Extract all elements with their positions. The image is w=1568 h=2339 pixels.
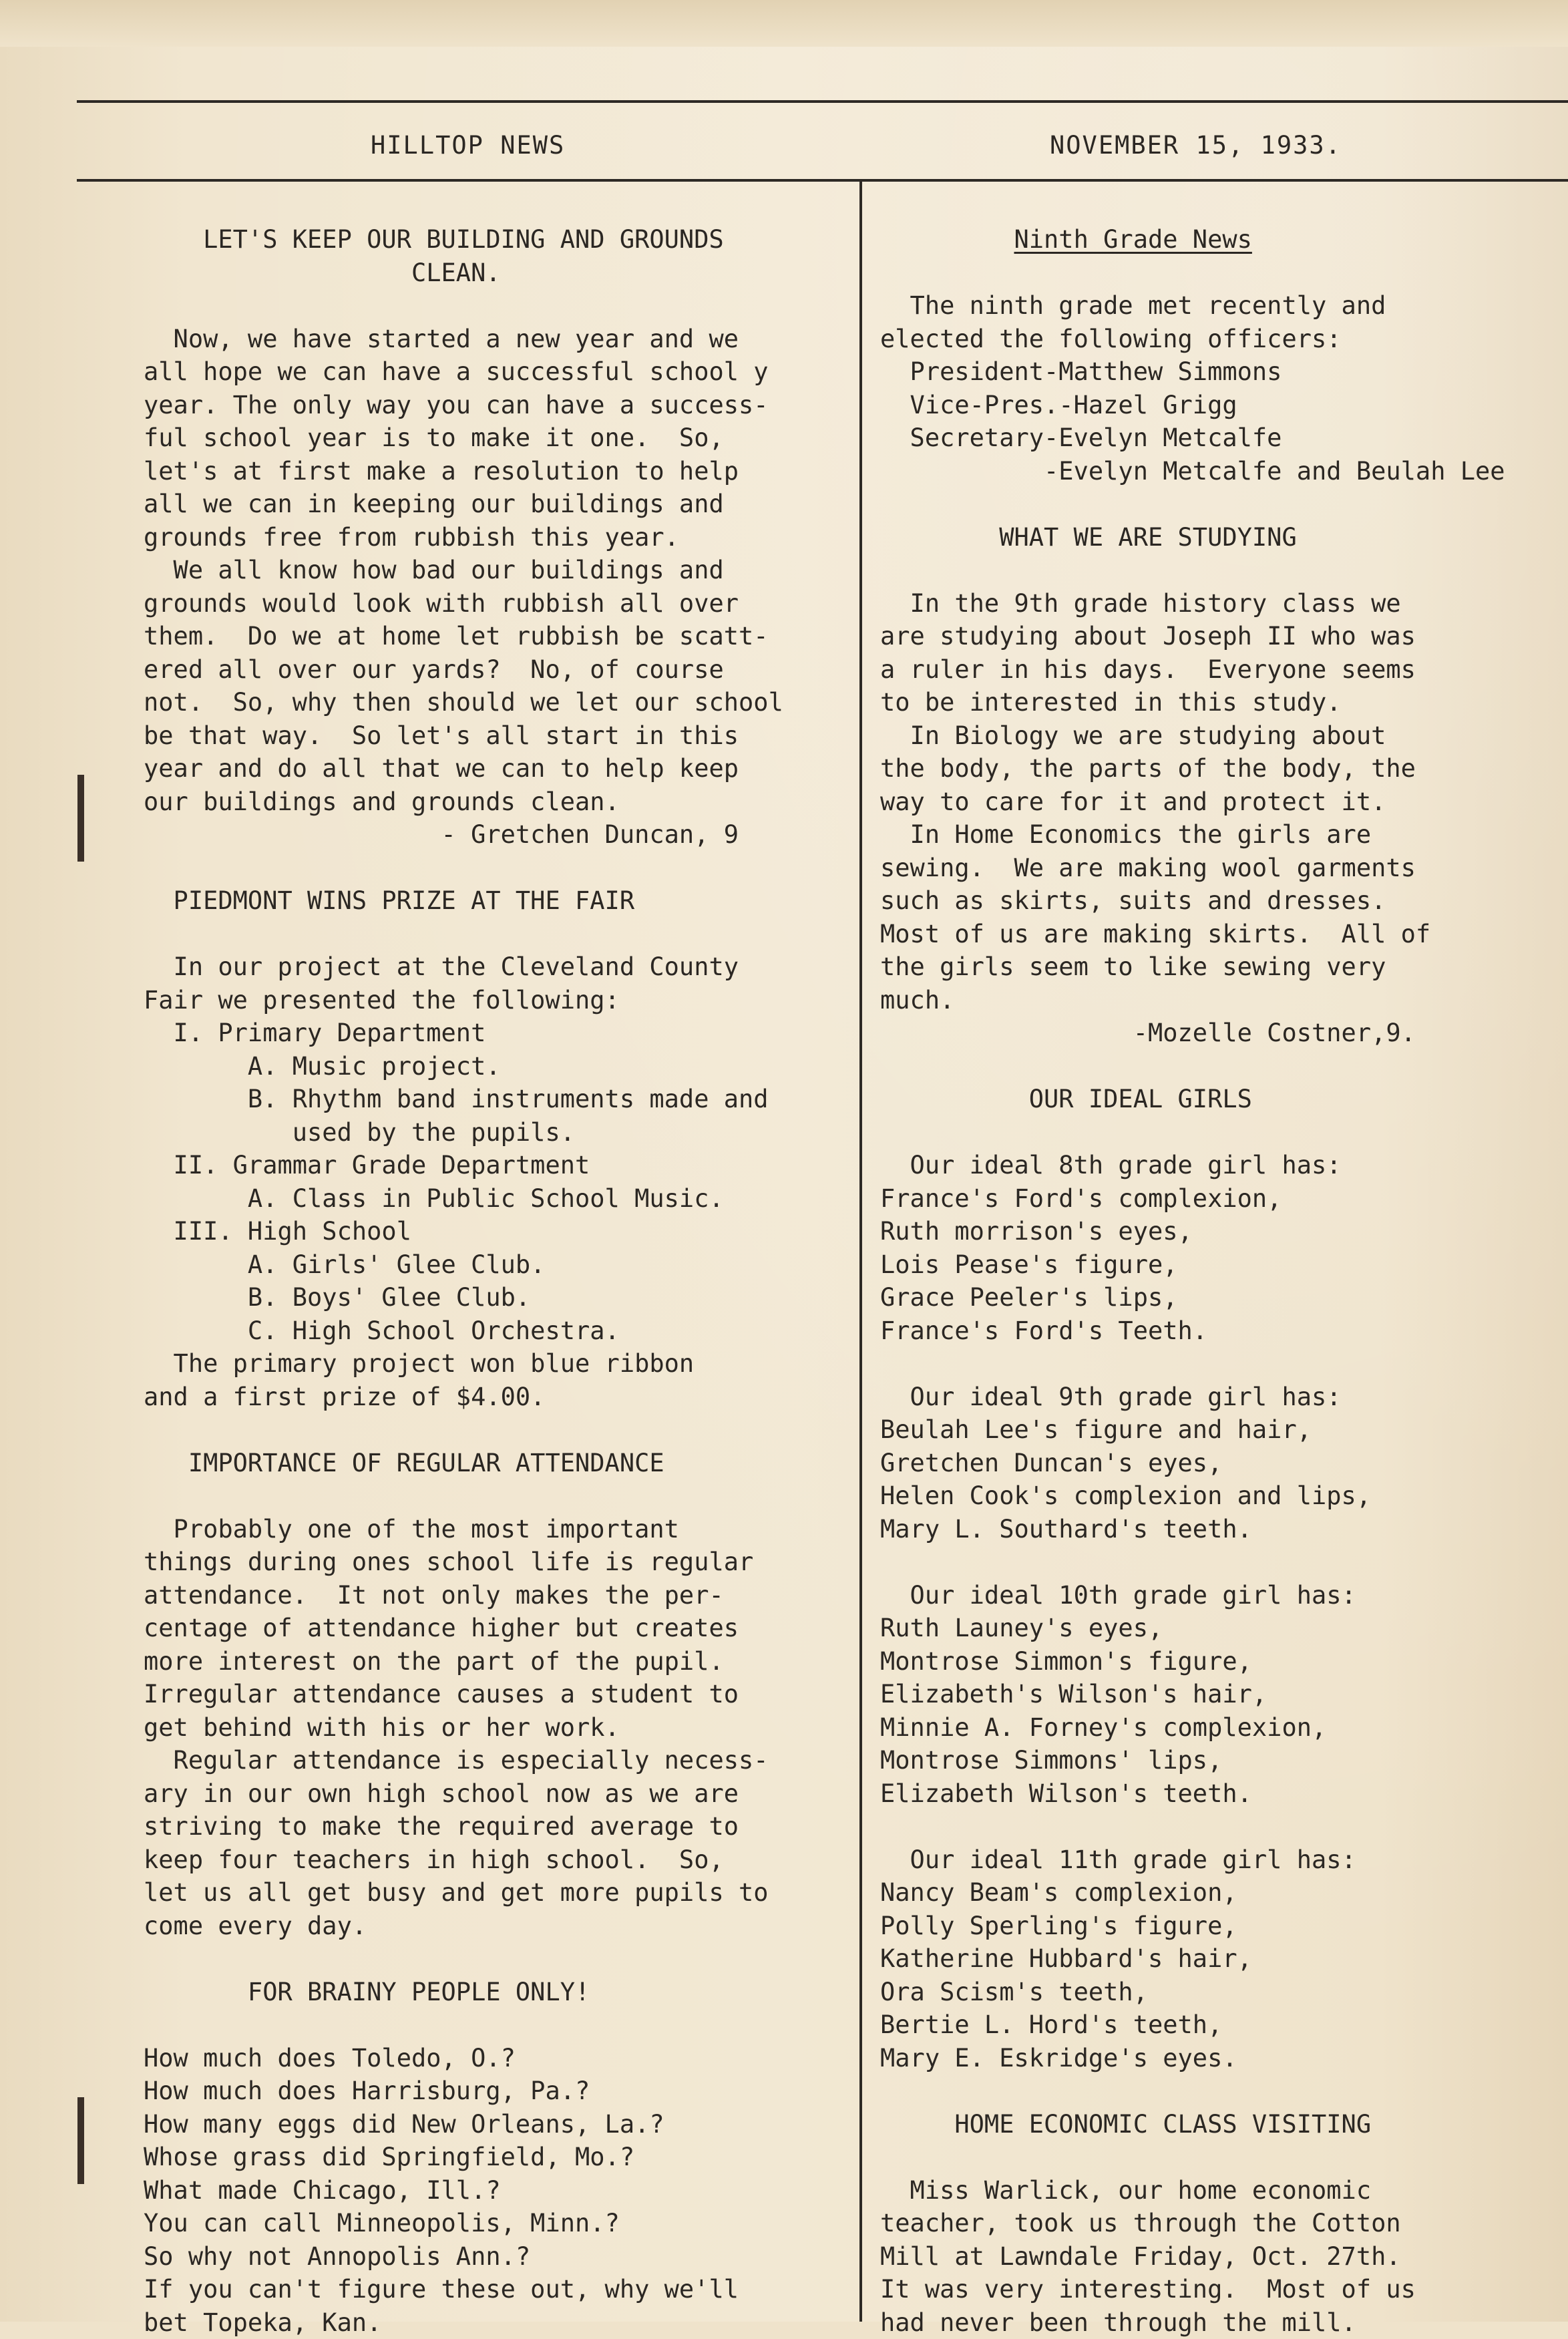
- text-line: President-Matthew Simmons: [880, 355, 1568, 389]
- text-line: grounds free from rubbish this year.: [144, 521, 851, 554]
- section-heading: PIEDMONT WINS PRIZE AT THE FAIR: [144, 884, 851, 918]
- section-heading: LET'S KEEP OUR BUILDING AND GROUNDS: [144, 223, 851, 256]
- text-line: Minnie A. Forney's complexion,: [880, 1711, 1568, 1745]
- text-line: Montrose Simmon's figure,: [880, 1645, 1568, 1678]
- text-line: our buildings and grounds clean.: [144, 785, 851, 819]
- blank-line: [880, 2075, 1568, 2108]
- text-line: let us all get busy and get more pupils to: [144, 1876, 851, 1910]
- text-line: Ruth morrison's eyes,: [880, 1215, 1568, 1248]
- text-line: We all know how bad our buildings and: [144, 554, 851, 587]
- text-line: Lois Pease's figure,: [880, 1248, 1568, 1282]
- text-line: A. Girls' Glee Club.: [144, 1248, 851, 1282]
- text-line: B. Boys' Glee Club.: [144, 1281, 851, 1314]
- text-line: be that way. So let's all start in this: [144, 719, 851, 753]
- text-line: Regular attendance is especially necess-: [144, 1744, 851, 1777]
- text-line: A. Class in Public School Music.: [144, 1182, 851, 1216]
- blank-line: [880, 256, 1568, 290]
- text-line: not. So, why then should we let our school: [144, 686, 851, 719]
- text-line: Bertie L. Hord's teeth,: [880, 2008, 1568, 2042]
- text-line: all we can in keeping our buildings and: [144, 488, 851, 521]
- text-line: So why not Annopolis Ann.?: [144, 2240, 851, 2274]
- text-line: - Gretchen Duncan, 9: [144, 818, 851, 852]
- blank-line: [144, 2008, 851, 2042]
- text-line: It was very interesting. Most of us: [880, 2273, 1568, 2306]
- section-heading: CLEAN.: [144, 256, 851, 290]
- text-line: sewing. We are making wool garments: [880, 852, 1568, 885]
- text-line: The ninth grade met recently and: [880, 289, 1568, 323]
- text-line: centage of attendance higher but creates: [144, 1612, 851, 1645]
- text-line: Elizabeth Wilson's teeth.: [880, 1777, 1568, 1811]
- text-line: -Evelyn Metcalfe and Beulah Lee: [880, 455, 1568, 488]
- text-line: elected the following officers:: [880, 323, 1568, 356]
- section-heading-text: Ninth Grade News: [1014, 225, 1251, 254]
- text-line: to be interested in this study.: [880, 686, 1568, 719]
- blank-line: [880, 2141, 1568, 2174]
- text-line: Most of us are making skirts. All of: [880, 918, 1568, 951]
- text-line: Katherine Hubbard's hair,: [880, 1942, 1568, 1976]
- text-line: You can call Minneopolis, Minn.?: [144, 2207, 851, 2240]
- text-line: a ruler in his days. Everyone seems: [880, 653, 1568, 687]
- text-line: Montrose Simmons' lips,: [880, 1744, 1568, 1777]
- text-line: Mary E. Eskridge's eyes.: [880, 2042, 1568, 2075]
- blank-line: [144, 918, 851, 951]
- text-line: III. High School: [144, 1215, 851, 1248]
- text-line: Our ideal 9th grade girl has:: [880, 1381, 1568, 1414]
- text-line: bet Topeka, Kan.: [144, 2306, 851, 2339]
- blank-line: [880, 1810, 1568, 1843]
- text-line: the body, the parts of the body, the: [880, 752, 1568, 785]
- text-line: Vice-Pres.-Hazel Grigg: [880, 389, 1568, 422]
- blank-line: [144, 1479, 851, 1513]
- blank-line: [880, 1050, 1568, 1083]
- text-line: Whose grass did Springfield, Mo.?: [144, 2141, 851, 2174]
- blank-line: [880, 488, 1568, 521]
- text-line: Mill at Lawndale Friday, Oct. 27th.: [880, 2240, 1568, 2274]
- masthead-rule: [77, 179, 1568, 182]
- blank-line: [880, 554, 1568, 587]
- text-line: much.: [880, 984, 1568, 1017]
- staple-mark: [77, 775, 84, 862]
- text-line: France's Ford's Teeth.: [880, 1314, 1568, 1348]
- text-line: are studying about Joseph II who was: [880, 620, 1568, 653]
- section-heading: IMPORTANCE OF REGULAR ATTENDANCE: [144, 1447, 851, 1480]
- text-line: Beulah Lee's figure and hair,: [880, 1413, 1568, 1447]
- text-line: come every day.: [144, 1910, 851, 1943]
- text-line: If you can't figure these out, why we'll: [144, 2273, 851, 2306]
- text-line: things during ones school life is regular: [144, 1546, 851, 1579]
- text-line: had never been through the mill.: [880, 2306, 1568, 2339]
- text-line: keep four teachers in high school. So,: [144, 1843, 851, 1877]
- section-heading: FOR BRAINY PEOPLE ONLY!: [144, 1976, 851, 2009]
- text-line: Elizabeth's Wilson's hair,: [880, 1678, 1568, 1711]
- section-heading: WHAT WE ARE STUDYING: [880, 521, 1568, 554]
- text-line: Our ideal 11th grade girl has:: [880, 1843, 1568, 1877]
- text-line: and a first prize of $4.00.: [144, 1381, 851, 1414]
- text-line: Our ideal 10th grade girl has:: [880, 1579, 1568, 1612]
- text-line: Probably one of the most important: [144, 1513, 851, 1546]
- text-line: C. High School Orchestra.: [144, 1314, 851, 1348]
- section-heading: [880, 223, 1568, 256]
- text-line: How much does Harrisburg, Pa.?: [144, 2075, 851, 2108]
- section-heading: OUR IDEAL GIRLS: [880, 1083, 1568, 1116]
- text-line: In Home Economics the girls are: [880, 818, 1568, 852]
- blank-line: [880, 1546, 1568, 1579]
- text-line: -Mozelle Costner,9.: [880, 1017, 1568, 1050]
- text-line: Nancy Beam's complexion,: [880, 1876, 1568, 1910]
- text-line: Miss Warlick, our home economic: [880, 2174, 1568, 2207]
- text-line: Grace Peeler's lips,: [880, 1281, 1568, 1314]
- text-line: How much does Toledo, O.?: [144, 2042, 851, 2075]
- text-line: B. Rhythm band instruments made and: [144, 1083, 851, 1116]
- text-line: ary in our own high school now as we are: [144, 1777, 851, 1811]
- text-line: more interest on the part of the pupil.: [144, 1645, 851, 1678]
- blank-line: [880, 1116, 1568, 1149]
- page-fold-shadow: [0, 0, 1568, 47]
- text-line: What made Chicago, Ill.?: [144, 2174, 851, 2207]
- text-line: Ruth Launey's eyes,: [880, 1612, 1568, 1645]
- text-line: How many eggs did New Orleans, La.?: [144, 2108, 851, 2141]
- text-line: ered all over our yards? No, of course: [144, 653, 851, 687]
- blank-line: [144, 289, 851, 323]
- blank-line: [144, 852, 851, 885]
- text-line: grounds would look with rubbish all over: [144, 587, 851, 620]
- top-rule: [77, 100, 1568, 103]
- text-line: In Biology we are studying about: [880, 719, 1568, 753]
- text-line: year and do all that we can to help keep: [144, 752, 851, 785]
- text-line: all hope we can have a successful school y: [144, 355, 851, 389]
- text-line: striving to make the required average to: [144, 1810, 851, 1843]
- text-line: Irregular attendance causes a student to: [144, 1678, 851, 1711]
- text-line: Gretchen Duncan's eyes,: [880, 1447, 1568, 1480]
- text-line: A. Music project.: [144, 1050, 851, 1083]
- text-line: Helen Cook's complexion and lips,: [880, 1479, 1568, 1513]
- staple-mark: [77, 2097, 84, 2184]
- right-column: [880, 223, 1568, 2339]
- text-line: Ora Scism's teeth,: [880, 1976, 1568, 2009]
- column-divider: [859, 179, 862, 2322]
- text-line: used by the pupils.: [144, 1116, 851, 1149]
- text-line: way to care for it and protect it.: [880, 785, 1568, 819]
- paper-name: HILLTOP NEWS: [371, 131, 565, 160]
- text-line: the girls seem to like sewing very: [880, 950, 1568, 984]
- text-line: The primary project won blue ribbon: [144, 1347, 851, 1381]
- blank-line: [880, 1347, 1568, 1381]
- section-heading: HOME ECONOMIC CLASS VISITING: [880, 2108, 1568, 2141]
- left-column: [144, 223, 851, 2339]
- text-line: France's Ford's complexion,: [880, 1182, 1568, 1216]
- text-line: Secretary-Evelyn Metcalfe: [880, 421, 1568, 455]
- issue-date: NOVEMBER 15, 1933.: [1050, 131, 1342, 160]
- text-line: ful school year is to make it one. So,: [144, 421, 851, 455]
- text-line: them. Do we at home let rubbish be scatt-: [144, 620, 851, 653]
- text-line: such as skirts, suits and dresses.: [880, 884, 1568, 918]
- text-line: II. Grammar Grade Department: [144, 1149, 851, 1182]
- text-line: In our project at the Cleveland County: [144, 950, 851, 984]
- text-line: Now, we have started a new year and we: [144, 323, 851, 356]
- text-line: Mary L. Southard's teeth.: [880, 1513, 1568, 1546]
- text-line: Polly Sperling's figure,: [880, 1910, 1568, 1943]
- blank-line: [144, 1942, 851, 1976]
- text-line: In the 9th grade history class we: [880, 587, 1568, 620]
- blank-line: [144, 1413, 851, 1447]
- text-line: teacher, took us through the Cotton: [880, 2207, 1568, 2240]
- text-line: let's at first make a resolution to help: [144, 455, 851, 488]
- text-line: attendance. It not only makes the per-: [144, 1579, 851, 1612]
- text-line: year. The only way you can have a success-: [144, 389, 851, 422]
- text-line: Our ideal 8th grade girl has:: [880, 1149, 1568, 1182]
- text-line: Fair we presented the following:: [144, 984, 851, 1017]
- text-line: I. Primary Department: [144, 1017, 851, 1050]
- text-line: get behind with his or her work.: [144, 1711, 851, 1745]
